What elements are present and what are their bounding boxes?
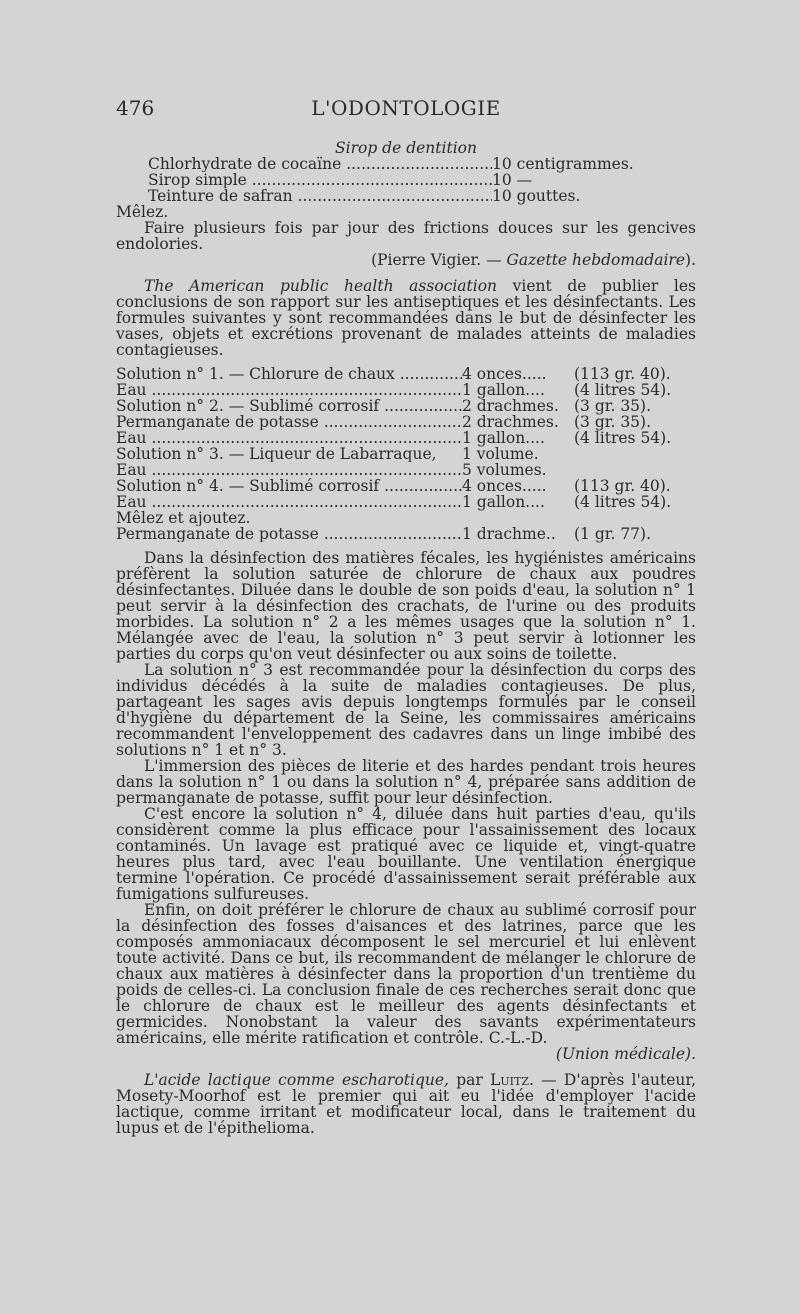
solution-metric: (4 litres 54).	[574, 381, 672, 399]
recipe-row	[116, 172, 696, 188]
solution-amount: 4 onces.....	[462, 365, 547, 383]
solution-row	[116, 510, 696, 526]
solution-row	[116, 398, 696, 414]
solution-amount: 1 gallon....	[462, 381, 545, 399]
recipe-melez: Mêlez.	[116, 203, 169, 221]
running-header	[116, 96, 696, 120]
paragraph-aphra	[116, 278, 696, 358]
solution-row	[116, 382, 696, 398]
solution-metric: (113 gr. 40).	[574, 365, 671, 383]
recipe-instruction: Faire plusieurs fois par jour des frictions douces sur les gencives endolories.	[116, 219, 696, 253]
solution-metric: (4 litres 54).	[574, 429, 672, 447]
source-dash: —	[481, 251, 507, 269]
solution-amount	[462, 510, 574, 526]
solution-label: Solution n° 4. — Sublimé corrosif .....	[116, 478, 462, 494]
solution-row	[116, 494, 696, 510]
ingredient-qty: 10 gouttes.	[492, 187, 581, 205]
solution-label: Solution n° 2. — Sublimé corrosif .....	[116, 398, 462, 414]
recipe-list	[116, 156, 696, 204]
final-author: Luitz	[490, 1071, 529, 1089]
solution-amount: 5 volumes.	[462, 461, 547, 479]
solution-label: Eau .....	[116, 494, 462, 510]
solution-label: Eau .....	[116, 382, 462, 398]
ingredient-label: Chlorhydrate de cocaïne .....	[148, 156, 492, 172]
ingredient-qty: 10 centigrammes.	[492, 155, 634, 173]
solution-row	[116, 366, 696, 382]
final-text: . — D'après l'auteur, Mosety-Moorhof est le premier qui ait eu l'idée d'employer l'acide lactique, comme irritant et modificateur local, dans le traitement du lupus et de l'épithelioma.	[116, 1071, 697, 1137]
solution-metric: (3 gr. 35).	[574, 397, 652, 415]
aphra-text: vient de publier les conclusions de son rapport sur les antiseptiques et les désinfectants. Les formules suivantes y sont recommandées dans le but de désinfecter les vases, objets et excrétions provenant de malades atteints de maladies contagieuses.	[116, 277, 697, 359]
solution-label: Mêlez et ajoutez.	[116, 510, 251, 526]
paragraph-4: C'est encore la solution n° 4, diluée dans huit parties d'eau, qu'ils considèrent comme la plus efficace pour l'assainissement des locaux contaminés. Un lavage est pratiqué avec ce liquide et, vingt-quatre heures plus tard, avec l'eau bouillante. Une ventilation énergique termine l'opération. Ce procédé d'assainissement serait préférable aux fumigations sulfureuses.	[116, 805, 696, 903]
source-journal: Gazette hebdomadaire	[506, 251, 686, 269]
solution-row	[116, 462, 696, 478]
source-citation-1	[116, 252, 696, 268]
paragraph-2: La solution n° 3 est recommandée pour la désinfection du corps des individus décédés à la suite de maladies contagieuses. De plus, partageant les sages avis depuis longtemps formulés par le conseil d'hygiène du département de la Seine, les commissaires américains recommandent l'enveloppement des cadavres dans un linge imbibé des solutions n° 1 et n° 3.	[116, 661, 696, 759]
ingredient-label: Sirop simple .....	[148, 172, 492, 188]
paragraph-final	[116, 1072, 696, 1136]
solution-metric	[574, 446, 696, 462]
solution-label: Eau .....	[116, 430, 462, 446]
section-title-sirop: Sirop de dentition	[335, 139, 477, 157]
solution-row	[116, 478, 696, 494]
paragraph-1: Dans la désinfection des matières fécales, les hygiénistes américains préfèrent la solution saturée de chlorure de chaux aux poudres désinfectantes. Diluée dans le double de son poids d'eau, la solution n° 1 peut servir à la désinfection des crachats, de l'urine ou des produits morbides. La solution n° 2 a les mêmes usages que la solution n° 1. Mélangée avec de l'eau, la solution n° 3 peut servir à lotionner les parties du corps qu'on veut désinfecter ou aux soins de toilette.	[116, 549, 696, 663]
running-title: L'ODONTOLOGIE	[311, 96, 501, 120]
source-end: ).	[685, 251, 696, 269]
paragraph-3: L'immersion des pièces de literie et des hardes pendant trois heures dans la solution n° 1 ou dans la solution n° 4, préparée sans addition de permanganate de potasse, suffit pour leur désinfection.	[116, 757, 696, 807]
page-number: 476	[116, 96, 155, 120]
final-by: par	[448, 1071, 491, 1089]
solution-amount: 1 volume.	[462, 445, 539, 463]
solution-row	[116, 414, 696, 430]
solution-label: Solution n° 3. — Liqueur de Labarraque,	[116, 446, 437, 462]
solution-row	[116, 430, 696, 446]
recipe-row	[116, 188, 696, 204]
solution-metric: (4 litres 54).	[574, 493, 672, 511]
solution-label: Permanganate de potasse .....	[116, 526, 462, 542]
final-title: L'acide lactique comme escharotique,	[144, 1071, 449, 1089]
solutions-table	[116, 366, 696, 542]
solution-amount: 1 drachme..	[462, 525, 556, 543]
solution-row	[116, 526, 696, 542]
aphra-title: The American public health association	[144, 277, 498, 295]
solution-amount: 1 gallon....	[462, 493, 545, 511]
source-author: (Pierre Vigier.	[371, 251, 482, 269]
solution-label: Eau .....	[116, 462, 462, 478]
solution-metric: (3 gr. 35).	[574, 413, 652, 431]
solution-label: Permanganate de potasse .....	[116, 414, 462, 430]
solution-amount: 2 drachmes.	[462, 397, 559, 415]
ingredient-label: Teinture de safran .....	[148, 188, 492, 204]
solution-amount: 1 gallon....	[462, 429, 545, 447]
solution-label: Solution n° 1. — Chlorure de chaux .....	[116, 366, 462, 382]
solution-metric	[574, 510, 696, 526]
solution-metric	[574, 462, 696, 478]
paragraph-5: Enfin, on doit préférer le chlorure de chaux au sublimé corrosif pour la désinfection des fosses d'aisances et des latrines, parce que les composés ammoniacaux décomposent le sel mercuriel et lui enlèvent toute activité. Dans ce but, ils recommandent de mélanger le chlorure de chaux aux matières à désinfecter dans la proportion d'un trentième du poids de celles-ci. La conclusion finale de ces recherches serait donc que le chlorure de chaux est le meilleur des agents désinfectants et germicides. Nonobstant la valeur des savants expérimentateurs américains, elle mérite ratification et contrôle. C.-L.-D.	[116, 901, 696, 1047]
solution-amount: 4 onces.....	[462, 477, 547, 495]
article-body	[116, 140, 696, 1136]
solution-metric: (113 gr. 40).	[574, 477, 671, 495]
solution-amount: 2 drachmes.	[462, 413, 559, 431]
solution-metric: (1 gr. 77).	[574, 525, 652, 543]
solution-row	[116, 446, 696, 462]
ingredient-qty: 10 —	[492, 171, 533, 189]
recipe-row	[116, 156, 696, 172]
source-citation-2: (Union médicale).	[555, 1045, 696, 1063]
